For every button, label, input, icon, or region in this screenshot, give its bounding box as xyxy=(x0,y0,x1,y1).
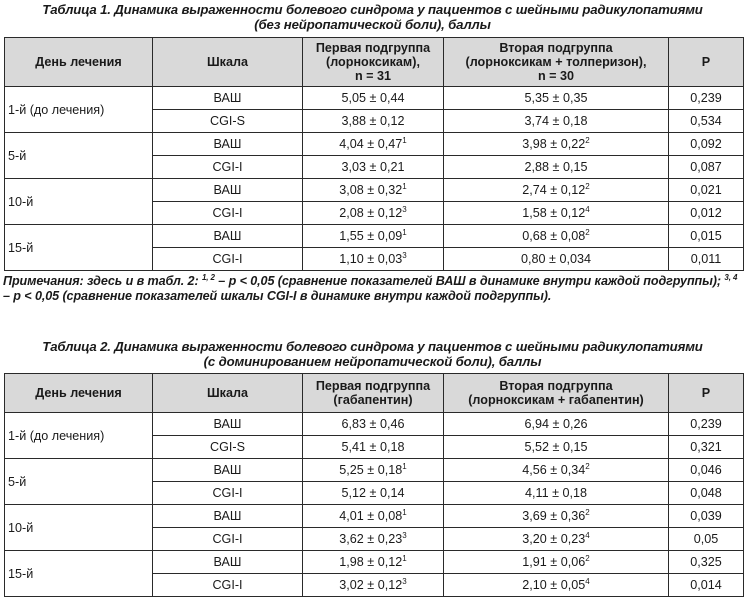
table2-header-group1 xyxy=(303,374,444,413)
group1-cell xyxy=(303,87,444,110)
group1-cell-value: 6,83 ± 0,46 xyxy=(341,417,405,431)
p-value-cell-value: 0,015 xyxy=(690,229,722,243)
group1-cell-footnote: 1 xyxy=(402,508,407,517)
p-value-cell xyxy=(669,528,744,551)
day-cell: 10-й xyxy=(5,179,153,225)
table-row xyxy=(5,225,744,248)
table2-header-scale: Шкала xyxy=(153,374,303,413)
scale-cell-value: CGI-I xyxy=(212,160,243,174)
table1-caption-line2: (без нейропатической боли), баллы xyxy=(254,17,491,32)
table1-header-group1-line2: (лорноксикам), xyxy=(326,55,420,69)
table1-header-p: P xyxy=(669,38,744,87)
p-value-cell-value: 0,014 xyxy=(690,578,722,592)
day-cell: 5-й xyxy=(5,459,153,505)
group1-cell-footnote: 3 xyxy=(402,205,407,214)
p-value-cell xyxy=(669,110,744,133)
scale-cell-value: CGI-I xyxy=(212,532,243,546)
group1-cell xyxy=(303,248,444,271)
group2-cell-footnote: 4 xyxy=(585,205,590,214)
table1-header-group2-line1: Вторая подгруппа xyxy=(499,41,613,55)
group2-cell-footnote: 4 xyxy=(585,577,590,586)
group2-cell-footnote: 2 xyxy=(585,508,590,517)
group2-cell-footnote: 2 xyxy=(585,136,590,145)
scale-cell-value: ВАШ xyxy=(213,417,242,431)
group2-cell xyxy=(444,436,669,459)
p-value-cell-value: 0,048 xyxy=(690,486,722,500)
scale-cell xyxy=(153,528,303,551)
note-sup1: 1, 2 xyxy=(201,273,215,282)
group2-cell-value: 4,11 ± 0,18 xyxy=(525,486,587,500)
scale-cell xyxy=(153,574,303,597)
scale-cell-value: CGI-I xyxy=(212,252,243,266)
p-value-cell xyxy=(669,459,744,482)
group2-cell-value: 3,98 ± 0,22 xyxy=(522,137,586,151)
group1-cell-value: 1,10 ± 0,03 xyxy=(339,252,403,266)
group1-cell-value: 5,05 ± 0,44 xyxy=(341,91,405,105)
table-row xyxy=(5,459,744,482)
table-row xyxy=(5,87,744,110)
day-cell: 5-й xyxy=(5,133,153,179)
group1-cell-value: 5,25 ± 0,18 xyxy=(339,463,403,477)
p-value-cell xyxy=(669,436,744,459)
table2-header-row xyxy=(5,374,744,413)
group2-cell-value: 3,74 ± 0,18 xyxy=(524,114,588,128)
scale-cell xyxy=(153,110,303,133)
group2-cell xyxy=(444,87,669,110)
group1-cell xyxy=(303,225,444,248)
group2-cell-value: 1,91 ± 0,06 xyxy=(522,555,586,569)
group2-cell xyxy=(444,179,669,202)
group2-cell-value: 1,58 ± 0,12 xyxy=(522,206,586,220)
p-value-cell-value: 0,321 xyxy=(690,440,722,454)
group1-cell-footnote: 3 xyxy=(402,577,407,586)
table1 xyxy=(4,37,744,271)
group1-cell-value: 1,98 ± 0,12 xyxy=(339,555,403,569)
scale-cell-value: CGI-I xyxy=(212,578,243,592)
group2-cell-value: 0,68 ± 0,08 xyxy=(522,229,586,243)
group1-cell-value: 1,55 ± 0,09 xyxy=(339,229,403,243)
group2-cell-footnote: 4 xyxy=(585,531,590,540)
p-value-cell xyxy=(669,179,744,202)
table2-header-group2-line2: (лорноксикам + габапентин) xyxy=(468,393,644,407)
p-value-cell xyxy=(669,248,744,271)
group1-cell-value: 4,04 ± 0,47 xyxy=(339,137,403,151)
group1-cell xyxy=(303,413,444,436)
scale-cell xyxy=(153,179,303,202)
table1-header-row xyxy=(5,38,744,87)
table2-header-group1-line1: Первая подгруппа xyxy=(315,379,431,393)
table2-caption-line1: Таблица 2. Динамика выраженности болевого синдрома у пациентов с шейными радикулопатиями xyxy=(42,339,703,354)
group1-cell xyxy=(303,179,444,202)
group2-cell-footnote: 2 xyxy=(585,462,590,471)
group1-cell-value: 5,12 ± 0,14 xyxy=(341,486,405,500)
table2-header-p: P xyxy=(669,374,744,413)
day-cell: 15-й xyxy=(5,551,153,597)
scale-cell xyxy=(153,248,303,271)
group2-cell-value: 0,80 ± 0,034 xyxy=(521,252,591,266)
scale-cell xyxy=(153,225,303,248)
p-value-cell xyxy=(669,574,744,597)
group2-cell-value: 5,35 ± 0,35 xyxy=(524,91,588,105)
group1-cell xyxy=(303,133,444,156)
group1-cell xyxy=(303,551,444,574)
table2-header-day: День лечения xyxy=(5,374,153,413)
p-value-cell-value: 0,011 xyxy=(690,252,722,266)
p-value-cell-value: 0,046 xyxy=(690,463,722,477)
group2-cell-value: 2,88 ± 0,15 xyxy=(524,160,588,174)
group2-cell xyxy=(444,225,669,248)
scale-cell-value: ВАШ xyxy=(213,555,242,569)
p-value-cell xyxy=(669,225,744,248)
group2-cell xyxy=(444,551,669,574)
p-value-cell xyxy=(669,202,744,225)
group2-cell-footnote: 2 xyxy=(585,554,590,563)
group1-cell xyxy=(303,482,444,505)
scale-cell-value: CGI-I xyxy=(212,486,243,500)
scale-cell-value: ВАШ xyxy=(213,137,242,151)
table-row xyxy=(5,505,744,528)
group1-cell-value: 3,02 ± 0,12 xyxy=(339,578,403,592)
scale-cell-value: CGI-S xyxy=(210,440,245,454)
table1-header-group1-line3: n = 31 xyxy=(354,69,392,83)
group2-cell-value: 4,56 ± 0,34 xyxy=(522,463,586,477)
group1-cell-footnote: 1 xyxy=(402,136,407,145)
p-value-cell-value: 0,05 xyxy=(693,532,719,546)
group1-cell xyxy=(303,110,444,133)
group1-cell xyxy=(303,574,444,597)
group1-cell-footnote: 1 xyxy=(402,228,407,237)
group2-cell-value: 6,94 ± 0,26 xyxy=(524,417,588,431)
group1-cell-value: 4,01 ± 0,08 xyxy=(339,509,403,523)
table-row xyxy=(5,179,744,202)
group1-cell xyxy=(303,156,444,179)
group2-cell-value: 3,20 ± 0,23 xyxy=(522,532,586,546)
group2-cell-value: 2,10 ± 0,05 xyxy=(522,578,586,592)
scale-cell xyxy=(153,413,303,436)
table1-caption-line1: Таблица 1. Динамика выраженности болевого синдрома у пациентов с шейными радикулопатиями xyxy=(42,2,703,17)
p-value-cell-value: 0,039 xyxy=(690,509,722,523)
scale-cell xyxy=(153,156,303,179)
group1-cell-footnote: 1 xyxy=(402,554,407,563)
note-sup2: 3, 4 xyxy=(724,273,738,282)
p-value-cell xyxy=(669,551,744,574)
group1-cell-footnote: 1 xyxy=(402,462,407,471)
table2-header-group2 xyxy=(444,374,669,413)
group2-cell xyxy=(444,248,669,271)
p-value-cell xyxy=(669,505,744,528)
group1-cell-footnote: 3 xyxy=(402,251,407,260)
scale-cell xyxy=(153,482,303,505)
table2-caption-line2: (с доминированием нейропатической боли), баллы xyxy=(203,354,542,369)
table1-header-group2 xyxy=(444,38,669,87)
p-value-cell xyxy=(669,156,744,179)
p-value-cell xyxy=(669,482,744,505)
p-value-cell-value: 0,012 xyxy=(690,206,722,220)
scale-cell xyxy=(153,551,303,574)
note-part3: – p < 0,05 (сравнение показателей шкалы CGI-I в динамике внутри каждой подгруппы). xyxy=(3,289,552,303)
group2-cell-value: 3,69 ± 0,36 xyxy=(522,509,586,523)
group2-cell xyxy=(444,459,669,482)
table1-header-group2-line2: (лорноксикам + толперизон), xyxy=(465,55,647,69)
scale-cell xyxy=(153,202,303,225)
group2-cell xyxy=(444,202,669,225)
table2-body xyxy=(5,413,744,597)
table-row xyxy=(5,413,744,436)
scale-cell-value: ВАШ xyxy=(213,229,242,243)
table2-header-group2-line1: Вторая подгруппа xyxy=(499,379,613,393)
p-value-cell-value: 0,092 xyxy=(690,137,722,151)
scale-cell-value: ВАШ xyxy=(213,509,242,523)
table2 xyxy=(4,373,744,597)
day-cell: 15-й xyxy=(5,225,153,271)
day-cell: 10-й xyxy=(5,505,153,551)
scale-cell xyxy=(153,87,303,110)
group2-cell-value: 2,74 ± 0,12 xyxy=(522,183,586,197)
group1-cell xyxy=(303,528,444,551)
group1-cell-footnote: 1 xyxy=(402,182,407,191)
scale-cell-value: ВАШ xyxy=(213,463,242,477)
scale-cell xyxy=(153,459,303,482)
note-part1: Примечания: здесь и в табл. 2: xyxy=(3,274,202,288)
table1-header-day: День лечения xyxy=(5,38,153,87)
p-value-cell xyxy=(669,87,744,110)
group1-cell-value: 3,03 ± 0,21 xyxy=(341,160,405,174)
table1-header-group1-line1: Первая подгруппа xyxy=(315,41,431,55)
p-value-cell-value: 0,239 xyxy=(690,91,722,105)
p-value-cell-value: 0,021 xyxy=(690,183,722,197)
scale-cell xyxy=(153,133,303,156)
day-cell: 1-й (до лечения) xyxy=(5,413,153,459)
group1-cell xyxy=(303,505,444,528)
group2-cell xyxy=(444,413,669,436)
table1-header-scale: Шкала xyxy=(153,38,303,87)
group1-cell-footnote: 3 xyxy=(402,531,407,540)
p-value-cell xyxy=(669,133,744,156)
scale-cell-value: ВАШ xyxy=(213,91,242,105)
table1-caption xyxy=(0,2,745,32)
group1-cell xyxy=(303,202,444,225)
p-value-cell xyxy=(669,413,744,436)
group2-cell xyxy=(444,156,669,179)
group1-cell-value: 3,88 ± 0,12 xyxy=(341,114,405,128)
table1-body xyxy=(5,87,744,271)
group2-cell xyxy=(444,482,669,505)
table-row xyxy=(5,133,744,156)
table1-header-group1 xyxy=(303,38,444,87)
p-value-cell-value: 0,534 xyxy=(690,114,722,128)
table2-header-group1-line2: (габапентин) xyxy=(333,393,413,407)
group2-cell-footnote: 2 xyxy=(585,228,590,237)
group1-cell-value: 5,41 ± 0,18 xyxy=(341,440,405,454)
group1-cell-value: 3,08 ± 0,32 xyxy=(339,183,403,197)
group2-cell xyxy=(444,505,669,528)
group2-cell xyxy=(444,574,669,597)
p-value-cell-value: 0,087 xyxy=(690,160,722,174)
group1-cell-value: 2,08 ± 0,12 xyxy=(339,206,403,220)
table1-note xyxy=(3,274,743,304)
scale-cell xyxy=(153,436,303,459)
group2-cell xyxy=(444,110,669,133)
group2-cell xyxy=(444,133,669,156)
group1-cell xyxy=(303,459,444,482)
p-value-cell-value: 0,325 xyxy=(690,555,722,569)
group1-cell xyxy=(303,436,444,459)
scale-cell-value: ВАШ xyxy=(213,183,242,197)
table1-header-group2-line3: n = 30 xyxy=(537,69,575,83)
group2-cell-value: 5,52 ± 0,15 xyxy=(524,440,588,454)
scale-cell xyxy=(153,505,303,528)
group2-cell-footnote: 2 xyxy=(585,182,590,191)
table-row xyxy=(5,551,744,574)
note-part2: – p < 0,05 (сравнение показателей ВАШ в динамике внутри каждой подгруппы); xyxy=(214,274,725,288)
day-cell: 1-й (до лечения) xyxy=(5,87,153,133)
table2-caption xyxy=(0,339,745,369)
scale-cell-value: CGI-S xyxy=(210,114,245,128)
scale-cell-value: CGI-I xyxy=(212,206,243,220)
group1-cell-value: 3,62 ± 0,23 xyxy=(339,532,403,546)
p-value-cell-value: 0,239 xyxy=(690,417,722,431)
group2-cell xyxy=(444,528,669,551)
